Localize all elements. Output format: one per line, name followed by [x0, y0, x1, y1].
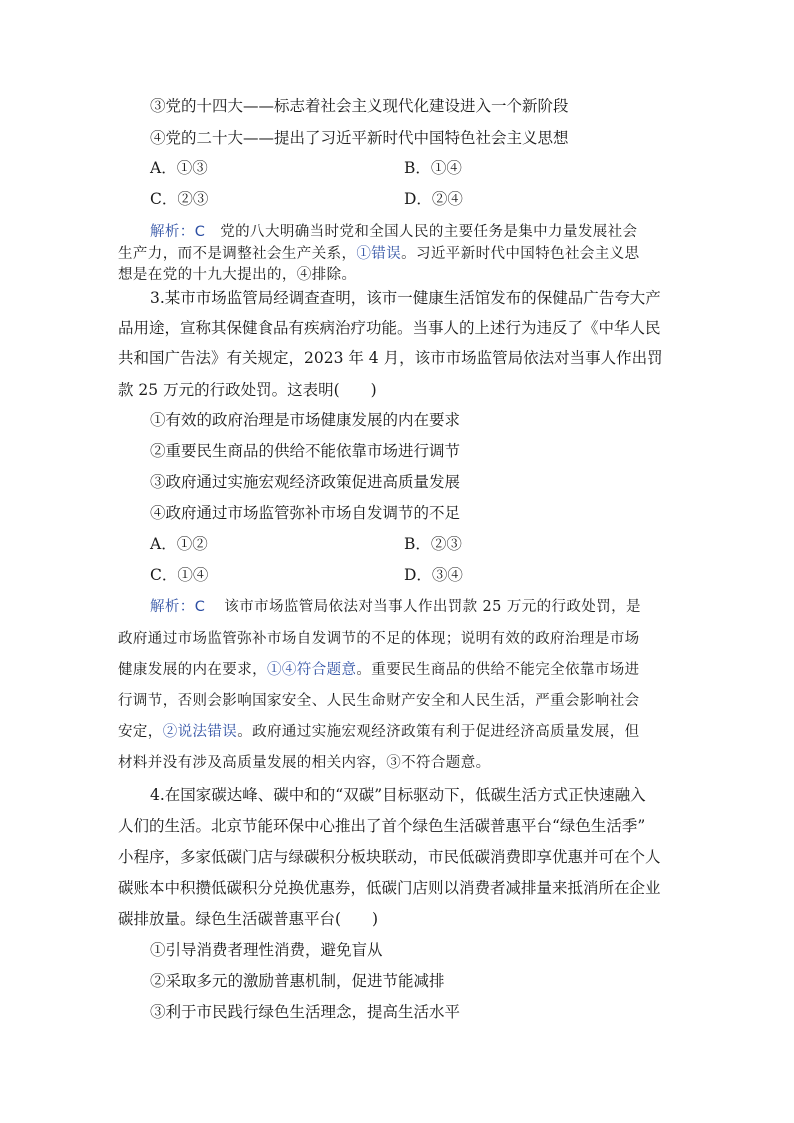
q4-stem-line-4: 碳账本中积攒低碳积分兑换优惠券，低碳门店则以消费者减排量来抵消所在企业 [118, 879, 661, 897]
q2-explanation-line-2 [118, 244, 640, 264]
q4-stem-line-2: 人们的生活。北京节能环保中心推出了首个绿色生活碳普惠平台“绿色生活季” [118, 817, 646, 835]
q2-explanation-line-1 [150, 222, 637, 242]
q2-explanation-label: 解析：C [150, 224, 206, 240]
q2-explanation-text-2a: 生产力，而不是调整社会生产关系， [118, 246, 357, 262]
q3-explanation-line-4: 行调节，否则会影响国家安全、人民生命财产安全和人民生活，严重会影响社会 [118, 693, 640, 709]
q3-explanation-line-1 [150, 597, 641, 617]
q3-explanation-text-3c: 。重要民生商品的供给不能完全依靠市场进 [356, 662, 640, 678]
q3-option-a: A．①② [150, 535, 208, 553]
q4-item-3: ③利于市民践行绿色生活理念，提高生活水平 [150, 1003, 461, 1021]
q2-option-c: C．②③ [150, 190, 209, 208]
q3-explanation-line-2: 政府通过市场监管弥补市场自发调节的不足的体现；说明有效的政府治理是市场 [118, 631, 640, 647]
q3-item-3: ③政府通过实施宏观经济政策促进高质量发展 [150, 473, 461, 491]
q2-explanation-text-2c: 。习近平新时代中国特色社会主义思 [401, 246, 640, 262]
q2-item-3: ③党的十四大——标志着社会主义现代化建设进入一个新阶段 [150, 97, 569, 115]
q2-option-b: B．①④ [404, 159, 462, 177]
q3-explanation-highlight-2: ②说法错误 [162, 724, 238, 740]
q3-stem-line-4: 款 25 万元的行政处罚。这表明( ) [118, 381, 377, 399]
q2-option-d: D．②④ [404, 190, 463, 208]
q2-explanation-line-3: 想是在党的十九大提出的，④排除。 [118, 267, 357, 283]
q3-explanation-text-3a: 健康发展的内在要求， [118, 662, 267, 678]
q3-item-4: ④政府通过市场监管弥补市场自发调节的不足 [150, 504, 461, 522]
q2-explanation-text-1: 党的八大明确当时党和全国人民的主要任务是集中力量发展社会 [220, 224, 638, 240]
q3-stem-line-2: 品用途，宣称其保健食品有疾病治疗功能。当事人的上述行为违反了《中华人民 [118, 319, 661, 337]
q3-explanation-label: 解析：C [150, 599, 206, 615]
q3-stem-line-3: 共和国广告法》有关规定，2023 年 4 月，该市市场监管局依法对当事人作出罚 [118, 349, 663, 367]
q2-explanation-highlight: ①错误 [356, 246, 402, 262]
q4-stem-line-1: 4.在国家碳达峰、碳中和的“双碳”目标驱动下，低碳生活方式正快速融入 [150, 786, 646, 804]
q3-item-1: ①有效的政府治理是市场健康发展的内在要求 [150, 411, 461, 429]
q2-option-a: A．①③ [150, 159, 208, 177]
q4-stem-line-5: 碳排放量。绿色生活碳普惠平台( ) [118, 910, 379, 928]
q3-explanation-line-6: 材料并没有涉及高质量发展的相关内容，③不符合题意。 [118, 755, 491, 771]
q3-explanation-text-1: 该市市场监管局依法对当事人作出罚款 25 万元的行政处罚，是 [224, 599, 641, 615]
q3-explanation-highlight-1: ①④符合题意 [267, 662, 357, 678]
q4-stem-line-3: 小程序，多家低碳门店与绿碳积分板块联动，市民低碳消费即享优惠并可在个人 [118, 848, 661, 866]
q4-item-1: ①引导消费者理性消费，避免盲从 [150, 941, 383, 959]
q3-explanation-line-5 [118, 722, 640, 742]
q3-option-d: D．③④ [404, 566, 463, 584]
q3-item-2: ②重要民生商品的供给不能依靠市场进行调节 [150, 442, 461, 460]
q3-option-c: C．①④ [150, 566, 209, 584]
q4-item-2: ②采取多元的激励普惠机制，促进节能减排 [150, 972, 445, 990]
q3-option-b: B．②③ [404, 535, 462, 553]
q3-explanation-text-5a: 安定， [118, 724, 163, 740]
q3-stem-line-1: 3.某市市场监管局经调查查明，该市一健康生活馆发布的保健品广告夸大产 [150, 289, 661, 307]
q2-item-4: ④党的二十大——提出了习近平新时代中国特色社会主义思想 [150, 129, 569, 147]
q3-explanation-line-3 [118, 660, 640, 680]
q3-explanation-text-5c: 。政府通过实施宏观经济政策有利于促进经济高质量发展，但 [237, 724, 640, 740]
